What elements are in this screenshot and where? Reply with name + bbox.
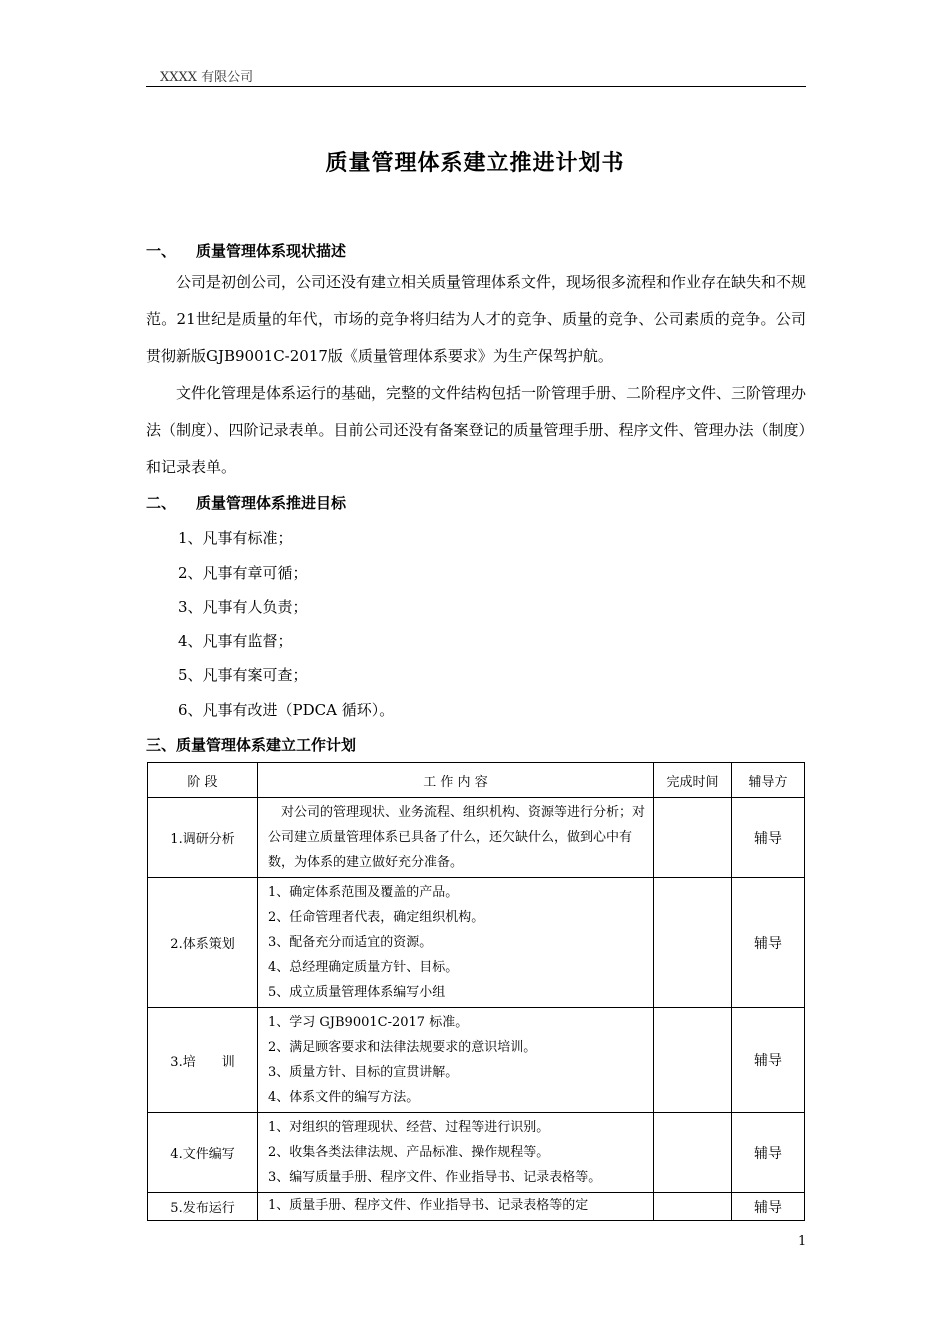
content-cell xyxy=(258,878,654,1008)
header-stage: 阶 段 xyxy=(148,763,258,798)
content-item: 1、对组织的管理现状、经营、过程等进行识别。 xyxy=(268,1120,550,1135)
document-title: 质量管理体系建立推进计划书 xyxy=(325,151,625,176)
page-number: 1 xyxy=(798,1234,807,1249)
section-2-title: 质量管理体系推进目标 xyxy=(196,494,347,512)
content-item: 1、学习 GJB9001C-2017 标准。 xyxy=(268,1015,469,1030)
goal-item: 2、凡事有章可循； xyxy=(178,564,308,582)
content-item: 4、体系文件的编写方法。 xyxy=(268,1090,420,1105)
company-name: XXXX 有限公司 xyxy=(160,70,254,85)
page-header xyxy=(146,66,806,87)
stage-cell: 2.体系策划 xyxy=(148,878,258,1008)
content-cell xyxy=(258,1113,654,1193)
time-cell xyxy=(654,878,732,1008)
guide-cell: 辅导 xyxy=(732,798,805,878)
goal-item: 5、凡事有案可查； xyxy=(178,666,308,684)
table-row xyxy=(148,1193,805,1221)
goal-item: 4、凡事有监督； xyxy=(178,632,293,650)
table-row xyxy=(148,1113,805,1193)
table-row xyxy=(148,878,805,1008)
goal-item: 6、凡事有改进（PDCA 循环）。 xyxy=(178,701,395,719)
goal-item: 3、凡事有人负责； xyxy=(178,598,308,616)
section-1-paragraph-2: 文件化管理是体系运行的基础，完整的文件结构包括一阶管理手册、二阶程序文件、三阶管理办法（制度）、四阶记录表单。目前公司还没有备案登记的质量管理手册、程序文件、管理办法（制度）和记录表单。 xyxy=(146,384,807,476)
content-item: 2、任命管理者代表，确定组织机构。 xyxy=(268,910,485,925)
time-cell xyxy=(654,1008,732,1113)
stage-cell: 4.文件编写 xyxy=(148,1113,258,1193)
content-cell: 对公司的管理现状、业务流程、组织机构、资源等进行分析；对公司建立质量管理体系已具备了什么，还欠缺什么，做到心中有数，为体系的建立做好充分准备。 xyxy=(258,798,654,878)
table-header-row xyxy=(148,763,805,798)
section-1-heading xyxy=(146,240,346,261)
content-item: 3、编写质量手册、程序文件、作业指导书、记录表格等。 xyxy=(268,1170,602,1185)
time-cell xyxy=(654,798,732,878)
table-row xyxy=(148,1008,805,1113)
guide-cell: 辅导 xyxy=(732,1008,805,1113)
goal-item: 1、凡事有标准； xyxy=(178,529,293,547)
content-cell xyxy=(258,1193,654,1221)
time-cell xyxy=(654,1193,732,1221)
content-item: 1、确定体系范围及覆盖的产品。 xyxy=(268,885,459,900)
guide-cell: 辅导 xyxy=(732,1113,805,1193)
stage-cell: 1.调研分析 xyxy=(148,798,258,878)
section-2-heading xyxy=(146,492,346,513)
stage-cell: 3.培 训 xyxy=(148,1008,258,1113)
stage-cell: 5.发布运行 xyxy=(148,1193,258,1221)
header-content: 工 作 内 容 xyxy=(258,763,654,798)
content-item: 2、满足顾客要求和法律法规要求的意识培训。 xyxy=(268,1040,537,1055)
guide-cell: 辅导 xyxy=(732,1193,805,1221)
section-1-title: 质量管理体系现状描述 xyxy=(196,242,347,260)
guide-cell: 辅导 xyxy=(732,878,805,1008)
content-item: 4、总经理确定质量方针、目标。 xyxy=(268,960,459,975)
table-row xyxy=(148,798,805,878)
section-1-paragraph-1: 公司是初创公司，公司还没有建立相关质量管理体系文件，现场很多流程和作业存在缺失和不规范。21世纪是质量的年代，市场的竞争将归结为人才的竞争、质量的竞争、公司素质的竞争。公司贯彻新版GJB9001C-2017版《质量管理体系要求》为生产保驾护航。 xyxy=(146,273,807,365)
content-item: 3、质量方针、目标的宣贯讲解。 xyxy=(268,1065,459,1080)
content-cell xyxy=(258,1008,654,1113)
work-plan-table xyxy=(147,762,805,1221)
section-1-number: 一、 xyxy=(146,242,177,260)
section-3-heading: 三、质量管理体系建立工作计划 xyxy=(146,736,357,754)
section-2-number: 二、 xyxy=(146,494,177,512)
header-time: 完成时间 xyxy=(654,763,732,798)
header-guide: 辅导方 xyxy=(732,763,805,798)
content-item: 1、质量手册、程序文件、作业指导书、记录表格等的定 xyxy=(268,1198,589,1213)
content-item: 3、配备充分而适宜的资源。 xyxy=(268,935,433,950)
time-cell xyxy=(654,1113,732,1193)
content-item: 5、成立质量管理体系编写小组 xyxy=(268,985,446,1000)
content-item: 2、收集各类法律法规、产品标准、操作规程等。 xyxy=(268,1145,550,1160)
